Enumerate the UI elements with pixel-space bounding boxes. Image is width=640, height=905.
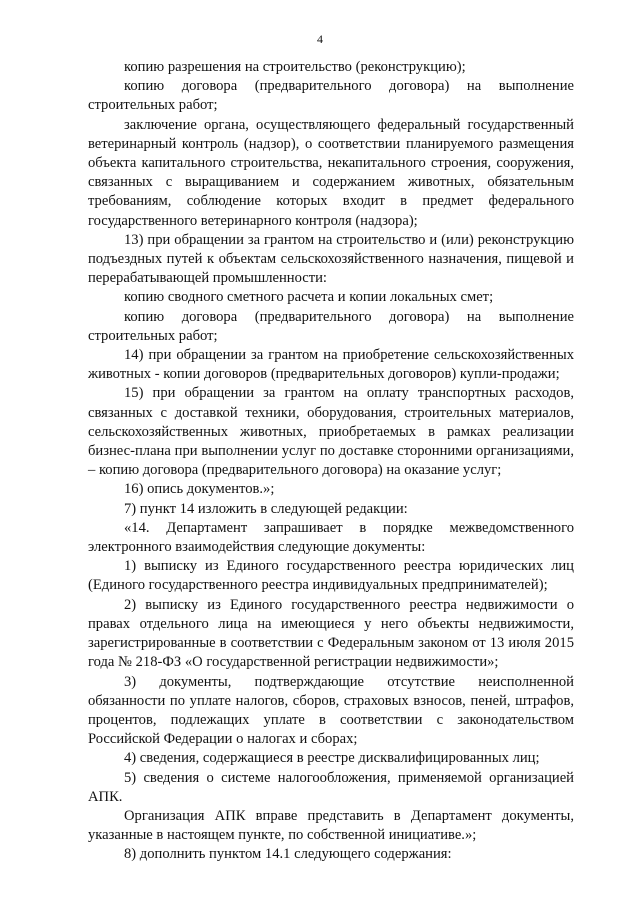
paragraph: заключение органа, осуществляющего федеральный государственный ветеринарный контроль (надзор), о соответствии планируемого размещения объекта капитального строительства, некапитального строения, сооружения, связанных с выращиванием и содержанием животных, обязательным требованиям, соблюдение которых входит в предмет федерального государственного ветеринарного контроля (надзора); [88,116,574,229]
paragraph: 3) документы, подтверждающие отсутствие неисполненной обязанности по уплате налогов, сборов, страховых взносов, пеней, штрафов, процентов, подлежащих уплате в соответствии с законодательством Российской Федерации о налогах и сборах; [88,673,574,748]
paragraph: 8) дополнить пунктом 14.1 следующего содержания: [124,846,452,863]
paragraph: копию сводного сметного расчета и копии локальных смет; [124,289,494,306]
paragraph: 2) выписку из Единого государственного реестра недвижимости о правах отдельного лица на имеющиеся у него объекты недвижимости, зарегистрированные в соответствии с Федеральным законом от 13 июля 2015 года № 218-ФЗ «О государственной регистрации недвижимости»; [88,596,574,671]
paragraph: копию разрешения на строительство (реконструкцию); [124,59,466,75]
paragraph: «14. Департамент запрашивает в порядке межведомственного электронного взаимодействия следующие документы: [88,519,574,556]
paragraph: 5) сведения о системе налогообложения, применяемой организацией АПК. [88,769,574,805]
paragraph: 16) опись документов.»; [124,481,275,498]
paragraph: копию договора (предварительного договора) на выполнение строительных работ; [88,308,574,344]
paragraph: 7) пункт 14 изложить в следующей редакции: [124,500,408,517]
page-number: 4 [317,32,323,46]
document-body [88,58,574,865]
paragraph: 1) выписку из Единого государственного реестра юридических лиц (Единого государственного реестра индивидуальных предпринимателей); [88,558,574,594]
paragraph: 14) при обращении за грантом на приобретение сельскохозяйственных животных - копии договоров (предварительных договоров) купли-продажи; [88,347,574,383]
paragraph: 15) при обращении за грантом на оплату транспортных расходов, связанных с доставкой техники, оборудования, строительных материалов, сельскохозяйственных животных, приобретаемых в рамках реализации бизнес-плана при выполнении услуг по доставке сторонними организациями, – копию договора (предварительного договора) на оказание услуг; [88,385,574,479]
paragraph: 4) сведения, содержащиеся в реестре дисквалифицированных лиц; [124,750,540,767]
paragraph: копию договора (предварительного договора) на выполнение строительных работ; [88,78,574,114]
paragraph: Организация АПК вправе представить в Департамент документы, указанные в настоящем пункте, по собственной инициативе.»; [88,807,574,844]
paragraph: 13) при обращении за грантом на строительство и (или) реконструкцию подъездных путей к объектам сельскохозяйственного назначения, пищевой и перерабатывающей промышленности: [88,231,574,287]
